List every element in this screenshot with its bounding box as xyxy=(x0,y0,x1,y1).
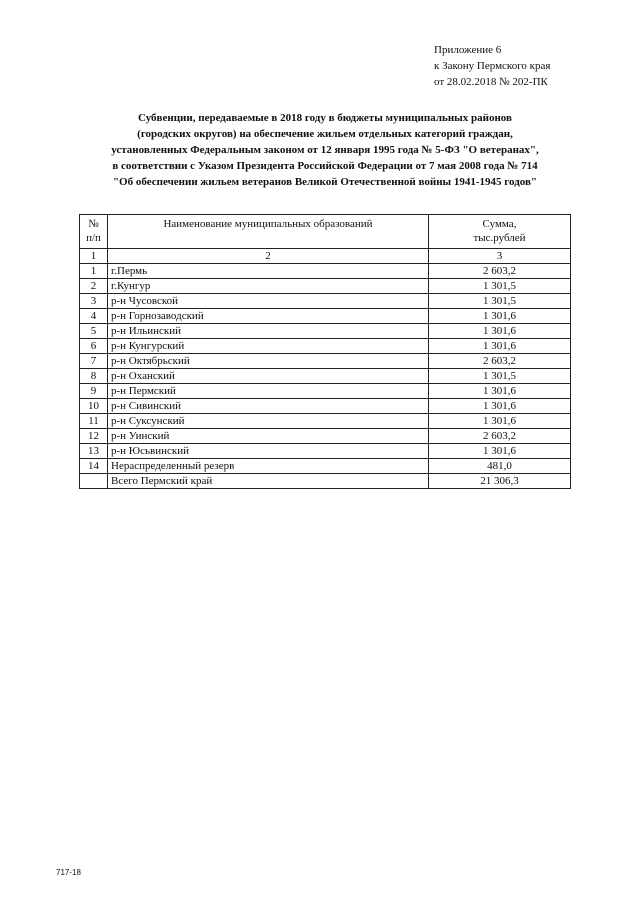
annex-reference xyxy=(434,42,550,90)
table-row xyxy=(80,309,571,324)
row-number: 7 xyxy=(80,354,108,369)
table-row xyxy=(80,264,571,279)
subvention-amount: 1 301,5 xyxy=(429,294,571,309)
table-row xyxy=(80,444,571,459)
row-number: 8 xyxy=(80,369,108,384)
row-number: 10 xyxy=(80,399,108,414)
index-cell-2: 2 xyxy=(108,249,429,264)
document-title xyxy=(60,110,590,190)
total-row xyxy=(80,474,571,489)
table-row xyxy=(80,459,571,474)
municipality-name: р-н Ильинский xyxy=(108,324,429,339)
subvention-amount: 1 301,6 xyxy=(429,414,571,429)
row-number: 3 xyxy=(80,294,108,309)
header-sum xyxy=(429,215,571,249)
title-line-3: установленных Федеральным законом от 12 января 1995 года № 5-ФЗ "О ветеранах", xyxy=(111,144,539,156)
table-row xyxy=(80,339,571,354)
subvention-amount: 1 301,6 xyxy=(429,399,571,414)
municipality-name: р-н Юсьвинский xyxy=(108,444,429,459)
annex-number: Приложение 6 xyxy=(434,44,502,56)
subvention-amount: 481,0 xyxy=(429,459,571,474)
title-line-4: в соответствии с Указом Президента Российской Федерации от 7 мая 2008 года № 714 xyxy=(112,160,538,172)
row-number xyxy=(80,474,108,489)
subvention-amount: 1 301,6 xyxy=(429,309,571,324)
municipality-name: р-н Кунгурский xyxy=(108,339,429,354)
table-header-row xyxy=(80,215,571,249)
table-row xyxy=(80,399,571,414)
municipality-name: р-н Октябрьский xyxy=(108,354,429,369)
row-number: 14 xyxy=(80,459,108,474)
subvention-amount: 2 603,2 xyxy=(429,264,571,279)
header-sum-line-2: тыс.рублей xyxy=(473,232,526,244)
title-line-2: (городских округов) на обеспечение жильем отдельных категорий граждан, xyxy=(137,128,513,140)
row-number: 11 xyxy=(80,414,108,429)
municipality-name: р-н Пермский xyxy=(108,384,429,399)
municipality-name: р-н Сивинский xyxy=(108,399,429,414)
subvention-amount: 1 301,6 xyxy=(429,384,571,399)
municipality-name: р-н Уинский xyxy=(108,429,429,444)
subvention-amount: 21 306,3 xyxy=(429,474,571,489)
table-row xyxy=(80,429,571,444)
table-row xyxy=(80,354,571,369)
title-line-1: Субвенции, передаваемые в 2018 году в бюджеты муниципальных районов xyxy=(138,112,512,124)
row-number: 9 xyxy=(80,384,108,399)
subvention-amount: 1 301,5 xyxy=(429,369,571,384)
index-cell-1: 1 xyxy=(80,249,108,264)
row-number: 6 xyxy=(80,339,108,354)
subvention-amount: 1 301,6 xyxy=(429,339,571,354)
municipality-name: г.Пермь xyxy=(108,264,429,279)
table-row xyxy=(80,414,571,429)
header-num-line-1: № xyxy=(88,218,99,230)
subvention-amount: 1 301,6 xyxy=(429,324,571,339)
header-num-line-2: п/п xyxy=(86,232,101,244)
municipality-name: Всего Пермский край xyxy=(108,474,429,489)
row-number: 2 xyxy=(80,279,108,294)
column-index-row xyxy=(80,249,571,264)
row-number: 12 xyxy=(80,429,108,444)
row-number: 5 xyxy=(80,324,108,339)
header-name: Наименование муниципальных образований xyxy=(108,215,429,249)
annex-date: от 28.02.2018 № 202-ПК xyxy=(434,76,548,88)
annex-law: к Закону Пермского края xyxy=(434,60,551,72)
subvention-amount: 1 301,6 xyxy=(429,444,571,459)
index-cell-3: 3 xyxy=(429,249,571,264)
subventions-table xyxy=(79,214,571,489)
municipality-name: р-н Суксунский xyxy=(108,414,429,429)
table-row xyxy=(80,294,571,309)
municipality-name: р-н Оханский xyxy=(108,369,429,384)
table-row xyxy=(80,279,571,294)
table-row xyxy=(80,384,571,399)
table-row xyxy=(80,324,571,339)
row-number: 4 xyxy=(80,309,108,324)
header-sum-line-1: Сумма, xyxy=(482,218,517,230)
municipality-name: р-н Чусовской xyxy=(108,294,429,309)
table-row xyxy=(80,369,571,384)
row-number: 1 xyxy=(80,264,108,279)
municipality-name: Нераспределенный резерв xyxy=(108,459,429,474)
subvention-amount: 2 603,2 xyxy=(429,429,571,444)
title-line-5: "Об обеспечении жильем ветеранов Великой Отечественной войны 1941-1945 годов" xyxy=(112,176,538,188)
header-num xyxy=(80,215,108,249)
row-number: 13 xyxy=(80,444,108,459)
municipality-name: г.Кунгур xyxy=(108,279,429,294)
subvention-amount: 1 301,5 xyxy=(429,279,571,294)
subvention-amount: 2 603,2 xyxy=(429,354,571,369)
municipality-name: р-н Горнозаводский xyxy=(108,309,429,324)
document-code: 717-18 xyxy=(56,868,81,877)
